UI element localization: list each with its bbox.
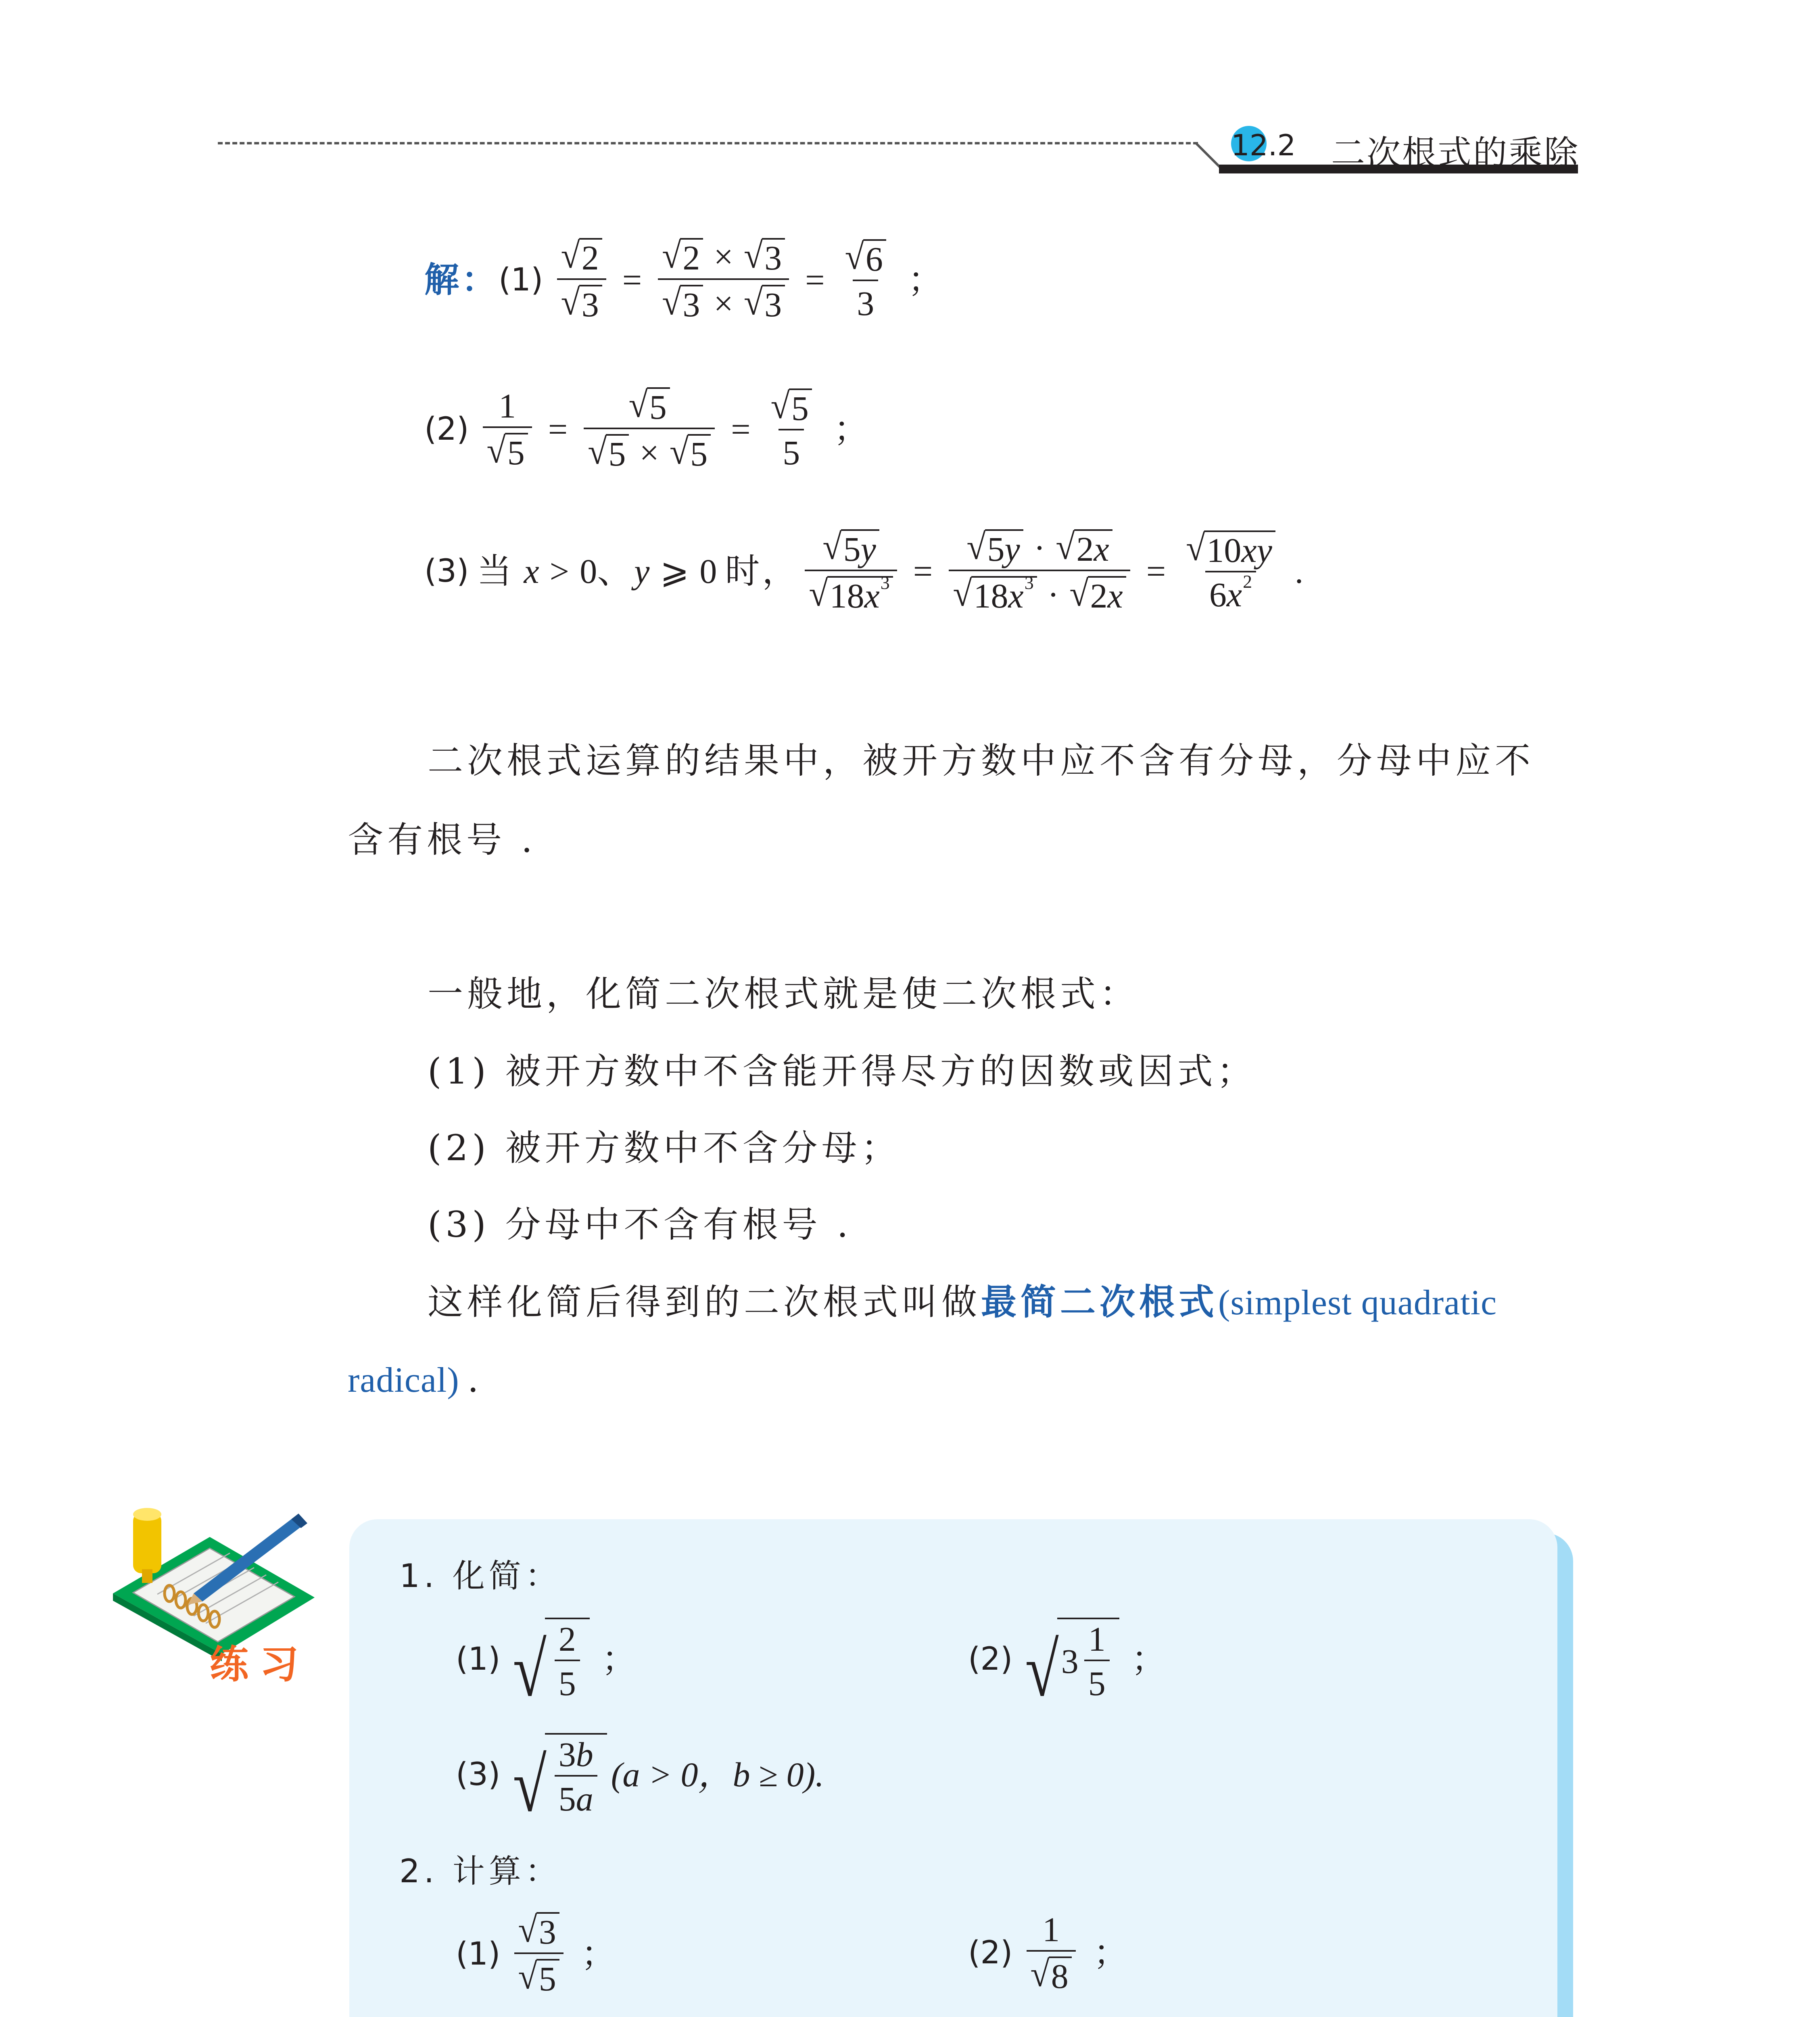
fraction: √ 5 √ 5 × √ 5 <box>584 387 715 471</box>
fraction: √ 5 y · √ 2 x √ 18 x 3 · √ 2 x <box>949 529 1130 613</box>
fraction: √ 10 xy 6 x 2 <box>1182 530 1279 612</box>
exercise-2-1: (1) √ 3 √ 5 ； <box>456 1909 616 1998</box>
definition-line-1 <box>428 1281 1497 1323</box>
solution-1: 解： (1) √ 2 √ 3 = √ 2 × √ 3 √ 3 × √ 3 = √ 6 3 ； <box>424 235 943 324</box>
exercise-1-3: (3) √ 3 b 5 a (a > 0，b ≥ 0). <box>456 1733 824 1816</box>
header-dashed-line <box>218 142 1198 144</box>
paragraph-1-line-1: 二次根式运算的结果中，被开方数中应不含有分母，分母中应不 <box>428 740 1535 781</box>
exercise-question-2: 2. 计算： <box>399 1852 561 1890</box>
exercise-1-2: (2) √ 3 $\frac{1}{5}$ ； <box>968 1618 1166 1701</box>
fraction: √ 5 5 <box>767 388 816 470</box>
header-section-number <box>1231 128 1296 162</box>
header-chapter-num: 12 <box>1231 128 1268 162</box>
definition-term: 最简二次根式 <box>981 1281 1219 1323</box>
fraction: 1 √ 5 <box>483 388 532 470</box>
definition-english-2: radical) <box>348 1361 459 1400</box>
header-title: 二次根式的乘除 <box>1331 133 1580 173</box>
exercise-question-1: 1. 化简： <box>399 1557 561 1595</box>
exercise-1-3-condition: (a > 0，b ≥ 0). <box>611 1755 824 1794</box>
fraction: √ 2 √ 3 <box>557 238 606 322</box>
definition-line-2 <box>348 1359 483 1400</box>
solution-3-when: 当 <box>477 551 514 591</box>
fraction: √ 6 3 <box>841 239 890 321</box>
paragraph-2: 一般地，化简二次根式就是使二次根式： <box>428 973 1140 1015</box>
solution-3: (3) 当 x > 0 、 y ⩾ 0 时， √ 5 y √ 18 x 3 = √ 5 y · √ 2 x √ 18 x 3 · √ 2 x = √ 10 xy 6 x 2 . <box>424 526 1304 615</box>
solution-label: 解： <box>424 260 499 300</box>
exercise-2-2: (2) 1 √ 8 ； <box>968 1910 1128 1996</box>
solution-2: (2) 1 √ 5 = √ 5 √ 5 × √ 5 = √ 5 5 ； <box>424 384 868 473</box>
exercise-1-1: (1) √ $\frac{2}{5}$ ； <box>456 1618 637 1701</box>
definition-end: . <box>467 1359 483 1400</box>
solution-part-1-label: (1) <box>499 262 543 298</box>
header-section-num: .2 <box>1268 128 1296 162</box>
definition-prefix: 这样化简后得到的二次根式叫做 <box>428 1281 981 1323</box>
condition-1: (1) 被开方数中不含能开得尽方的因数或因式； <box>428 1050 1256 1092</box>
condition-2: (2) 被开方数中不含分母； <box>428 1127 901 1169</box>
condition-3: (3) 分母中不含有根号 . <box>428 1204 852 1245</box>
solution-part-2-label: (2) <box>424 411 469 447</box>
solution-3-then: 时， <box>725 551 799 591</box>
fraction: √ 5 y √ 18 x 3 <box>805 529 897 613</box>
fraction: √ 2 × √ 3 √ 3 × √ 3 <box>658 238 789 322</box>
definition-english-1: (simplest quadratic <box>1218 1283 1497 1322</box>
solution-part-3-label: (3) <box>424 553 469 589</box>
exercise-badge-label: 练习 <box>210 1642 310 1687</box>
paragraph-1-line-2: 含有根号 . <box>348 819 536 860</box>
